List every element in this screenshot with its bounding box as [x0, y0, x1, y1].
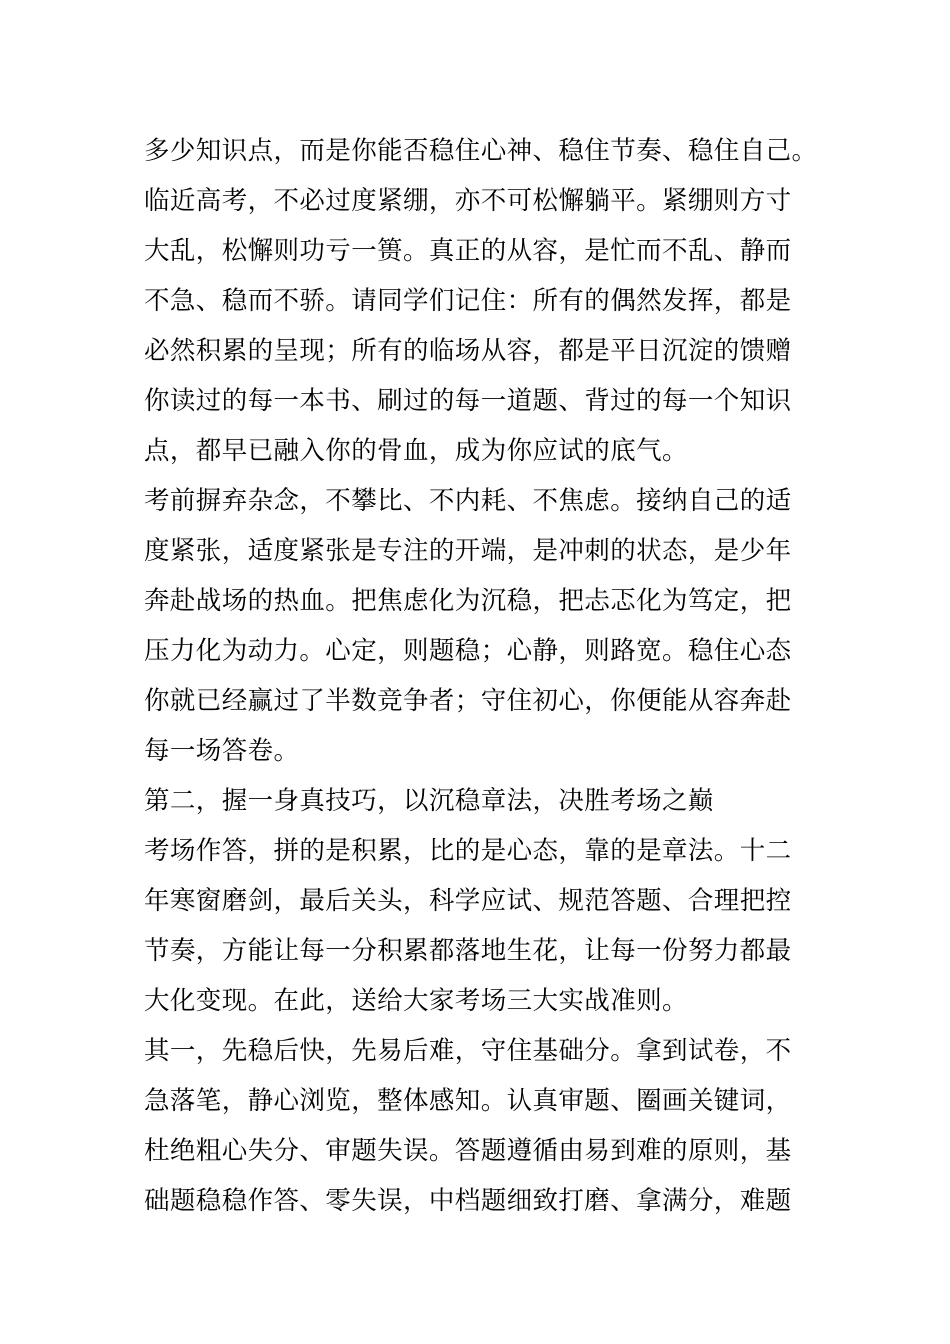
text-line: 考场作答，拼的是积累，比的是心态，靠的是章法。十二 — [144, 836, 792, 866]
section-heading: 第二，握一身真技巧，以沉稳章法，决胜考场之巅 — [144, 786, 714, 816]
text-line: 大化变现。在此，送给大家考场三大实战准则。 — [144, 986, 688, 1016]
text-line: 压力化为动力。心定，则题稳；心静，则路宽。稳住心态 — [144, 636, 792, 666]
text-line: 你读过的每一本书、刷过的每一道题、背过的每一个知识 — [144, 386, 792, 416]
text-line: 考前摒弃杂念，不攀比、不内耗、不焦虑。接纳自己的适 — [144, 486, 792, 516]
text-line: 你就已经赢过了半数竞争者；守住初心，你便能从容奔赴 — [144, 686, 792, 716]
body-text — [144, 126, 824, 1226]
text-line: 其一，先稳后快，先易后难，守住基础分。拿到试卷，不 — [144, 1036, 792, 1066]
text-line: 点，都早已融入你的骨血，成为你应试的底气。 — [144, 436, 688, 466]
text-line: 必然积累的呈现；所有的临场从容，都是平日沉淀的馈赠 — [144, 336, 792, 366]
text-line: 不急、稳而不骄。请同学们记住：所有的偶然发挥，都是 — [144, 286, 792, 316]
text-line: 年寒窗磨剑，最后关头，科学应试、规范答题、合理把控 — [144, 886, 792, 916]
text-line: 度紧张，适度紧张是专注的开端，是冲刺的状态，是少年 — [144, 536, 792, 566]
text-line: 多少知识点，而是你能否稳住心神、稳住节奏、稳住自己。 — [144, 136, 818, 166]
text-line: 杜绝粗心失分、审题失误。答题遵循由易到难的原则，基 — [144, 1136, 792, 1166]
text-line: 急落笔，静心浏览，整体感知。认真审题、圈画关键词， — [144, 1086, 792, 1116]
text-line: 础题稳稳作答、零失误，中档题细致打磨、拿满分，难题 — [144, 1186, 792, 1216]
text-line: 奔赴战场的热血。把焦虑化为沉稳，把忐忑化为笃定，把 — [144, 586, 792, 616]
text-line: 大乱，松懈则功亏一篑。真正的从容，是忙而不乱、静而 — [144, 236, 792, 266]
text-line: 临近高考，不必过度紧绷，亦不可松懈躺平。紧绷则方寸 — [144, 186, 792, 216]
text-line: 节奏，方能让每一分积累都落地生花，让每一份努力都最 — [144, 936, 792, 966]
text-line: 每一场答卷。 — [144, 736, 300, 766]
